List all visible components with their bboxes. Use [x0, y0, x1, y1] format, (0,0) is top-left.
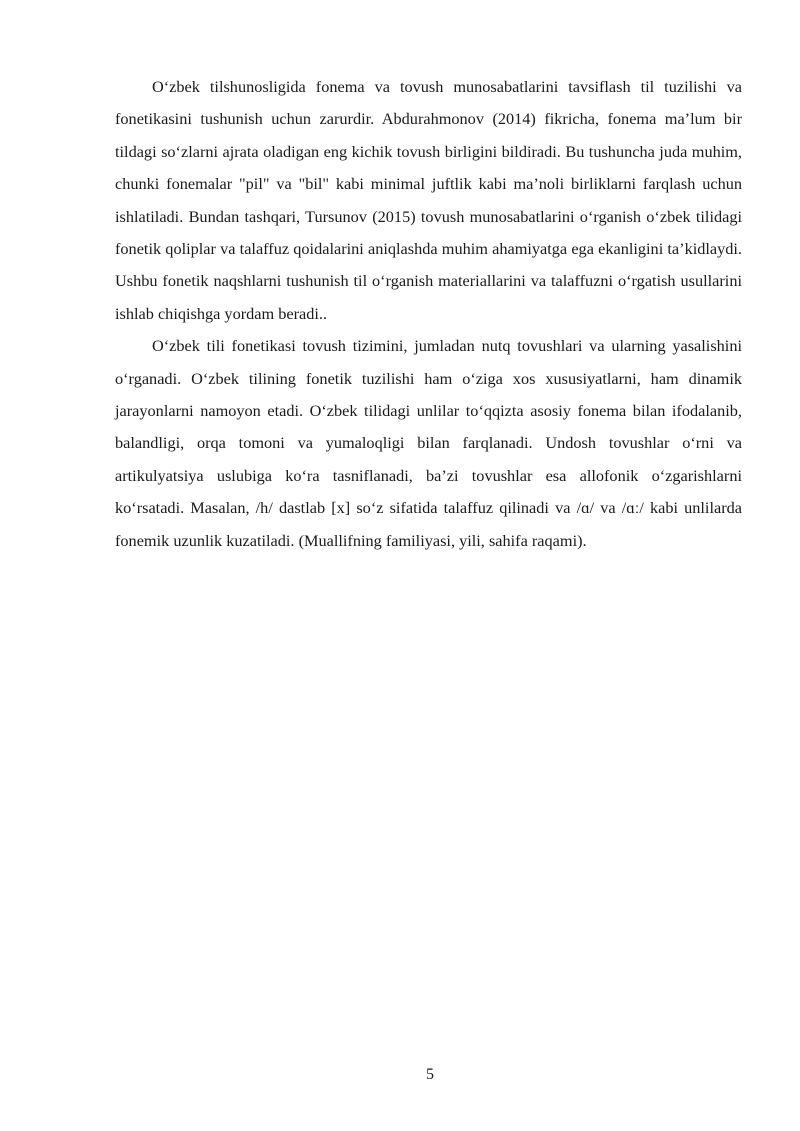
- page-number: 5: [426, 1066, 434, 1083]
- paragraph-1: O‘zbek tilshunosligida fonema va tovush munosabatlarini tavsiflash til tuzilishi va fonetikasini tushunish uchun zarurdir. Abdurahmonov (2014) fikricha, fonema ma’lum bir tildagi so‘zlarni ajrata oladigan eng kichik tovush birligini bildiradi. Bu tushuncha juda muhim, chunki fonemalar "pil" va "bil" kabi minimal juftlik kabi maʼnoli birliklarni farqlash uchun ishlatiladi. Bundan tashqari, Tursunov (2015) tovush munosabatlarini o‘rganish o‘zbek tilidagi fonetik qoliplar va talaffuz qoidalarini aniqlashda muhim ahamiyatga ega ekanligini ta’kidlaydi. Ushbu fonetik naqshlarni tushunish til o‘rganish materiallarini va talaffuzni o‘rgatish usullarini ishlab chiqishga yordam beradi..: [115, 77, 742, 323]
- paragraph-2: O‘zbek tili fonetikasi tovush tizimini, jumladan nutq tovushlari va ularning yasalishini o‘rganadi. O‘zbek tilining fonetik tuzilishi ham o‘ziga xos xususiyatlarni, ham dinamik jarayonlarni namoyon etadi. O‘zbek tilidagi unlilar to‘qqizta asosiy fonema bilan ifodalanib, balandligi, orqa tomoni va yumaloqligi bilan farqlanadi. Undosh tovushlar o‘rni va artikulyatsiya uslubiga ko‘ra tasniflanadi, ba’zi tovushlar esa allofonik o‘zgarishlarni ko‘rsatadi. Masalan, /h/ dastlab [x] so‘z sifatida talaffuz qilinadi va /ɑ/ va /ɑː/ kabi unlilarda fonemik uzunlik kuzatiladi. (Muallifning familiyasi, yili, sahifa raqami).: [115, 336, 742, 550]
- body-text: [115, 71, 742, 557]
